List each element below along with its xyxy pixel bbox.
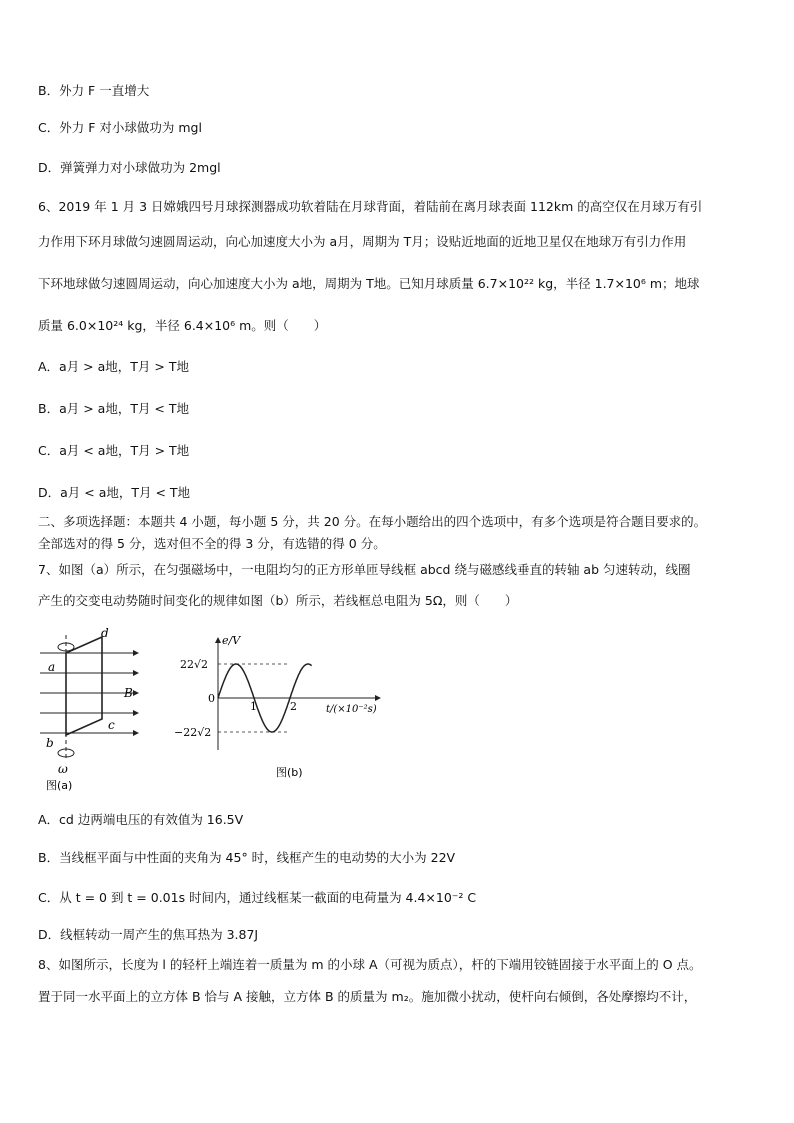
q5-option-b: B．外力 F 一直增大: [38, 83, 150, 98]
q5-option-d: D．弹簧弹力对小球做功为 2mgl: [38, 160, 221, 175]
figure-a: [38, 625, 158, 795]
q7-option-a: A．cd 边两端电压的有效值为 16.5V: [38, 812, 244, 827]
q6-stem-line3: 下环地球做匀速圆周运动，向心加速度大小为 a地，周期为 T地。已知月球质量 6.7×10²² kg，半径 1.7×10⁶ m；地球: [38, 276, 700, 291]
q6-option-a: A．a月 > a地，T月 > T地: [38, 359, 189, 374]
fig-a-label-d: d: [101, 626, 109, 640]
fig-a-caption: 图(a): [46, 779, 73, 792]
fig-b-ytick-pos: 22√2: [180, 658, 209, 671]
fig-a-label-omega: ω: [58, 762, 68, 776]
q6-stem-line1: 6、2019 年 1 月 3 日嫦娥四号月球探测器成功软着陆在月球背面，着陆前在离月球表面 112km 的高空仅在月球万有引: [38, 199, 703, 214]
q6-option-c: C．a月 < a地，T月 > T地: [38, 443, 190, 458]
q7-option-d: D．线框转动一周产生的焦耳热为 3.87J: [38, 927, 259, 942]
fig-a-label-c: c: [108, 718, 115, 732]
q8-stem-line1: 8、如图所示，长度为 l 的轻杆上端连着一质量为 m 的小球 A（可视为质点），杆的下端用铰链固接于水平面上的 O 点。: [38, 957, 702, 972]
fig-b-ylabel: e/V: [222, 634, 241, 647]
q7-stem-line2: 产生的交变电动势随时间变化的规律如图（b）所示，若线框总电阻为 5Ω，则（ ）: [38, 593, 518, 608]
section2-heading-line2: 全部选对的得 5 分，选对但不全的得 3 分，有选错的得 0 分。: [38, 536, 386, 551]
q6-stem-line4: 质量 6.0×10²⁴ kg，半径 6.4×10⁶ m。则（ ）: [38, 318, 327, 333]
figure-b: [170, 632, 400, 782]
section2-heading-line1: 二、多项选择题：本题共 4 小题，每小题 5 分，共 20 分。在每小题给出的四个选项中，有多个选项是符合题目要求的。: [38, 514, 707, 529]
q7-option-c: C．从 t = 0 到 t = 0.01s 时间内，通过线框某一截面的电荷量为 4.4×10⁻² C: [38, 890, 477, 905]
q6-stem-line2: 力作用下环月球做匀速圆周运动，向心加速度大小为 a月，周期为 T月；设贴近地面的近地卫星仅在地球万有引力作用: [38, 234, 687, 249]
fig-b-xtick-1: 1: [250, 700, 257, 713]
fig-b-ytick-neg: −22√2: [174, 726, 212, 739]
fig-a-label-field-b: B: [124, 686, 133, 700]
fig-b-caption: 图(b): [276, 766, 303, 779]
fig-b-ytick-zero: 0: [208, 692, 215, 705]
q6-option-d: D．a月 < a地，T月 < T地: [38, 485, 191, 500]
fig-b-xtick-2: 2: [290, 700, 297, 713]
q7-option-b: B．当线框平面与中性面的夹角为 45° 时，线框产生的电动势的大小为 22V: [38, 850, 456, 865]
q7-stem-line1: 7、如图（a）所示，在匀强磁场中，一电阻均匀的正方形单匝导线框 abcd 绕与磁感线垂直的转轴 ab 匀速转动，线圈: [38, 562, 691, 577]
fig-b-xlabel: t/(×10⁻²s): [326, 704, 377, 715]
q6-option-b: B．a月 > a地，T月 < T地: [38, 401, 190, 416]
q5-option-c: C．外力 F 对小球做功为 mgl: [38, 120, 202, 135]
fig-a-label-a: a: [48, 660, 56, 674]
fig-a-label-b: b: [46, 736, 54, 750]
q8-stem-line2: 置于同一水平面上的立方体 B 恰与 A 接触，立方体 B 的质量为 m₂。施加微小扰动，使杆向右倾倒，各处摩擦均不计，: [38, 989, 697, 1004]
